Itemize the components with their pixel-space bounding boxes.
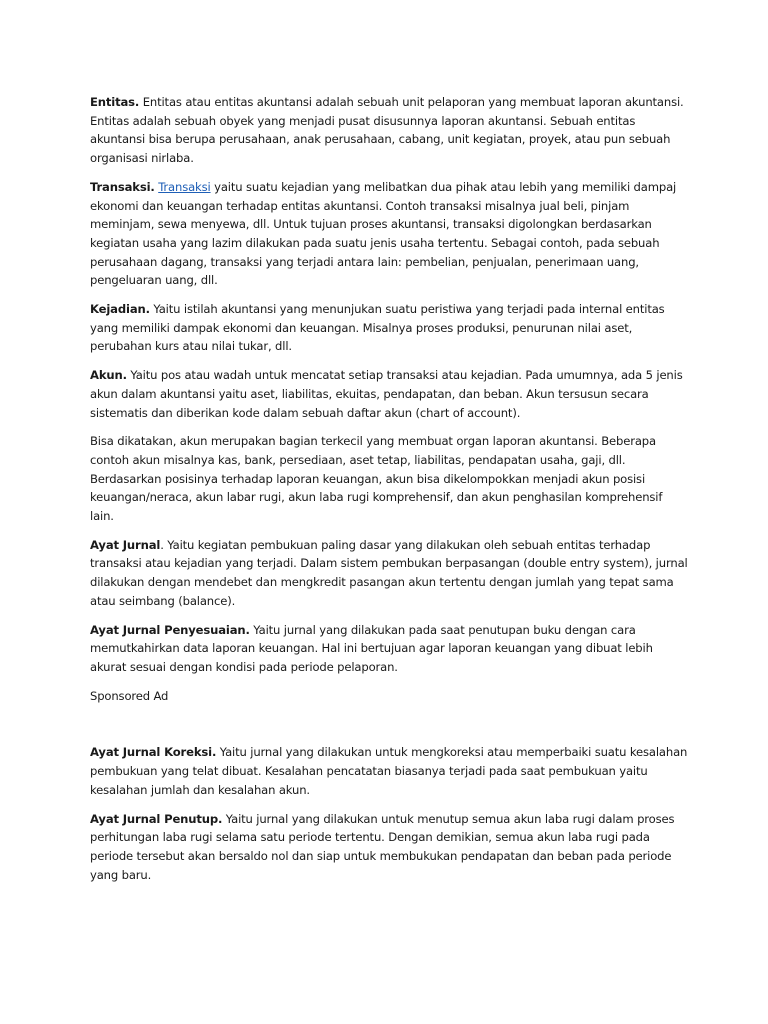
document-body bbox=[90, 93, 690, 894]
paragraph-line: contoh akun misalnya kas, bank, persediaan, aset tetap, liabilitas, pendapatan usaha, gaji, dll. bbox=[90, 452, 626, 467]
paragraph-text: Entitas atau entitas akuntansi adalah sebuah unit pelaporan yang membuat laporan akuntansi. bbox=[139, 95, 684, 109]
paragraph-ayat-jurnal-penutup bbox=[90, 810, 690, 885]
paragraph-line: dilakukan dengan mendebet dan mengkredit pasangan akun tertentu dengan jumlah yang tepat sama bbox=[90, 575, 674, 590]
paragraph-line: akuntansi bisa berupa perusahaan, anak perusahaan, cabang, unit kegiatan, proyek, atau pun sebuah bbox=[90, 132, 671, 147]
term-akun: Akun. bbox=[90, 368, 127, 383]
paragraph-line bbox=[90, 178, 690, 197]
paragraph-line bbox=[90, 621, 690, 640]
term-ayat-jurnal-penutup: Ayat Jurnal Penutup. bbox=[90, 811, 223, 826]
paragraph-line: atau seimbang (balance). bbox=[90, 593, 236, 608]
paragraph-line: periode tersebut akan bersaldo nol dan siap untuk membukukan pendapatan dan beban pada periode bbox=[90, 848, 672, 863]
paragraph-line: kesalahan jumlah dan kesalahan akun. bbox=[90, 782, 310, 797]
paragraph-line bbox=[90, 300, 690, 319]
paragraph-akun-detail bbox=[90, 432, 690, 526]
paragraph-text: Yaitu jurnal yang dilakukan pada saat penutupan buku dengan cara bbox=[249, 622, 636, 637]
paragraph-line: yang memiliki dampak ekonomi dan keuangan. Misalnya proses produksi, penurunan nilai aset, bbox=[90, 320, 633, 335]
paragraph-line: transaksi atau kejadian yang terjadi. Dalam sistem pembukan berpasangan (double entry system), jurnal bbox=[90, 556, 688, 571]
paragraph-kejadian bbox=[90, 300, 690, 356]
paragraph-line: perusahaan dagang, transaksi yang terjadi antara lain: pembelian, penjualan, penerimaan uang, bbox=[90, 254, 639, 269]
paragraph-text: Yaitu pos atau wadah untuk mencatat setiap transaksi atau kejadian. Pada umumnya, ada 5 jenis bbox=[126, 368, 683, 383]
paragraph-akun bbox=[90, 366, 690, 422]
paragraph-line: lain. bbox=[90, 509, 114, 524]
paragraph-line: keuangan/neraca, akun labar rugi, akun laba rugi komprehensif, dan akun penghasilan komprehensif bbox=[90, 490, 663, 505]
sponsored-ad-text: Sponsored Ad bbox=[90, 688, 169, 703]
paragraph-transaksi bbox=[90, 178, 690, 290]
paragraph-text: yaitu suatu kejadian yang melibatkan dua pihak atau lebih yang memiliki dampaj bbox=[210, 179, 677, 194]
paragraph-line: perubahan kurs atau nilai tukar, dll. bbox=[90, 339, 292, 354]
paragraph-ayat-jurnal bbox=[90, 536, 690, 611]
paragraph-ayat-jurnal-koreksi bbox=[90, 743, 690, 799]
term-ayat-jurnal: Ayat Jurnal bbox=[90, 537, 161, 552]
paragraph-line: Berdasarkan posisinya terhadap laporan keuangan, akun bisa dikelompokkan menjadi akun posisi bbox=[90, 471, 646, 486]
paragraph-line: akun dalam akuntansi yaitu aset, liabilitas, ekuitas, pendapatan, dan beban. Akun tersusun secara bbox=[90, 386, 649, 401]
paragraph-line: meminjam, sewa menyewa, dll. Untuk tujuan proses akuntansi, transaksi digolongkan berdasarkan bbox=[90, 217, 652, 232]
paragraph-line bbox=[90, 366, 690, 385]
paragraph-line: akurat sesuai dengan kondisi pada periode pelaporan. bbox=[90, 659, 398, 674]
term-ayat-jurnal-koreksi: Ayat Jurnal Koreksi. bbox=[90, 745, 217, 760]
paragraph-line: pembukuan yang telat dibuat. Kesalahan pencatatan biasanya terjadi pada saat pembukuan yaitu bbox=[90, 764, 648, 779]
term-entitas: Entitas. bbox=[90, 95, 140, 109]
paragraph-line: Bisa dikatakan, akun merupakan bagian terkecil yang membuat organ laporan akuntansi. Beberapa bbox=[90, 434, 656, 449]
paragraph-text: Yaitu istilah akuntansi yang menunjukan suatu peristiwa yang terjadi pada internal entitas bbox=[149, 302, 665, 317]
paragraph-line bbox=[90, 93, 690, 112]
paragraph-line: Entitas adalah sebuah obyek yang menjadi pusat disusunnya laporan akuntansi. Sebuah entitas bbox=[90, 113, 636, 128]
paragraph-line: kegiatan usaha yang lazim dilakukan pada suatu jenis usaha tertentu. Sebagai contoh, pada sebuah bbox=[90, 235, 660, 250]
paragraph-line: yang baru. bbox=[90, 867, 152, 882]
paragraph-text: Yaitu jurnal yang dilakukan untuk menutup semua akun laba rugi dalam proses bbox=[222, 811, 675, 826]
paragraph-line: sistematis dan diberikan kode dalam sebuah daftar akun (chart of account). bbox=[90, 405, 521, 420]
paragraph-text: Yaitu jurnal yang dilakukan untuk mengkoreksi atau memperbaiki suatu kesalahan bbox=[216, 745, 688, 760]
term-kejadian: Kejadian. bbox=[90, 302, 150, 317]
term-ayat-jurnal-penyesuaian: Ayat Jurnal Penyesuaian. bbox=[90, 622, 250, 637]
term-transaksi: Transaksi. bbox=[90, 179, 155, 194]
paragraph-text: . Yaitu kegiatan pembukuan paling dasar yang dilakukan oleh sebuah entitas terhadap bbox=[160, 537, 651, 552]
paragraph-line bbox=[90, 536, 690, 555]
paragraph-line bbox=[90, 743, 690, 762]
sponsored-ad-label bbox=[90, 687, 690, 706]
paragraph-line: perhitungan laba rugi selama satu periode tertentu. Dengan demikian, semua akun laba rugi pada bbox=[90, 830, 650, 845]
paragraph-line bbox=[90, 810, 690, 829]
paragraph-line: ekonomi dan keuangan terhadap entitas akuntansi. Contoh transaksi misalnya jual beli, pinjam bbox=[90, 198, 630, 213]
paragraph-entitas bbox=[90, 93, 690, 168]
paragraph-line: memutkahirkan data laporan keuangan. Hal ini bertujuan agar laporan keuangan yang dibuat lebih bbox=[90, 641, 653, 656]
paragraph-ayat-jurnal-penyesuaian bbox=[90, 621, 690, 677]
paragraph-line: organisasi nirlaba. bbox=[90, 151, 194, 166]
transaksi-link[interactable]: Transaksi bbox=[158, 179, 211, 194]
paragraph-line: pengeluaran uang, dll. bbox=[90, 273, 218, 288]
